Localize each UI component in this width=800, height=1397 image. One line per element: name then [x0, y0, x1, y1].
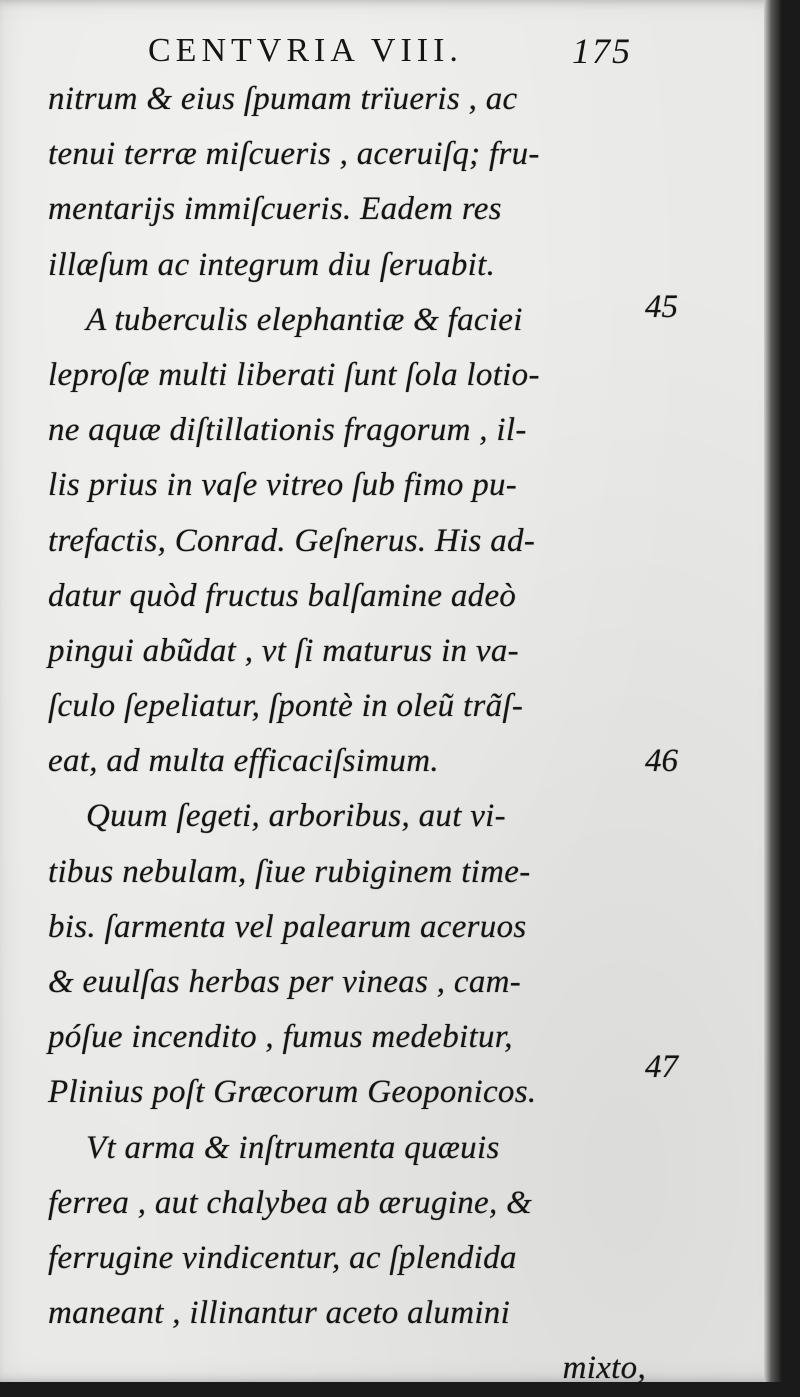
text-line: ferrea , aut chalybea ab ærugine, &	[48, 1184, 533, 1221]
text-line: bis. ſarmenta vel palearum aceruos	[48, 908, 527, 945]
margin-number-47: 47	[645, 1049, 678, 1085]
text-line: trefactis, Conrad. Geſnerus. His ad-	[48, 522, 536, 559]
text-line: póſue incendito , fumus medebitur,	[48, 1019, 513, 1056]
text-line: ferrugine vindicentur, ac ſplendida	[48, 1239, 517, 1276]
text-line: eat, ad multa efficaciſsimum.	[48, 743, 439, 780]
catchword-line: mixto,	[562, 1350, 646, 1387]
running-head: CENTVRIA VIII.	[148, 32, 463, 69]
text-line: leproſæ multi liberati ſunt ſola lotio-	[48, 356, 540, 393]
text-line: maneant , illinantur aceto alumini	[48, 1295, 511, 1332]
text-line: ſculo ſepeliatur, ſpontè in oleũ trãſ-	[48, 688, 524, 725]
paragraph-start-line: Vt arma & inſtrumenta quæuis	[86, 1129, 500, 1166]
paragraph-start-line: Quum ſegeti, arboribus, aut vi-	[86, 798, 506, 835]
text-line: ne aquæ diſtillationis fragorum , il-	[48, 412, 527, 449]
text-line: pingui abũdat , vt ſi maturus in va-	[48, 632, 519, 669]
text-line: tenui terræ miſcueris , aceruiſq; fru-	[48, 136, 540, 173]
text-line: Plinius poſt Græcorum Geoponicos.	[48, 1074, 537, 1111]
page-edge-shadow	[764, 0, 782, 1382]
text-line: tibus nebulam, ſiue rubiginem time-	[48, 853, 531, 890]
text-line: lis prius in vaſe vitreo ſub fimo pu-	[48, 467, 518, 504]
text-line: nitrum & eius ſpumam trïueris , ac	[48, 81, 518, 117]
body-text	[48, 72, 648, 1397]
text-line: & euulſas herbas per vineas , cam-	[48, 964, 522, 1000]
paragraph-start-line: A tuberculis elephantiæ & faciei	[86, 301, 523, 338]
margin-number-46: 46	[645, 743, 678, 779]
margin-number-45: 45	[645, 289, 678, 325]
page-number: 175	[572, 31, 632, 71]
text-line: datur quòd fructus balſamine adeò	[48, 577, 517, 614]
text-line: illæſum ac integrum diu ſeruabit.	[48, 246, 496, 283]
text-line: mentarijs immiſcueris. Eadem res	[48, 191, 502, 228]
